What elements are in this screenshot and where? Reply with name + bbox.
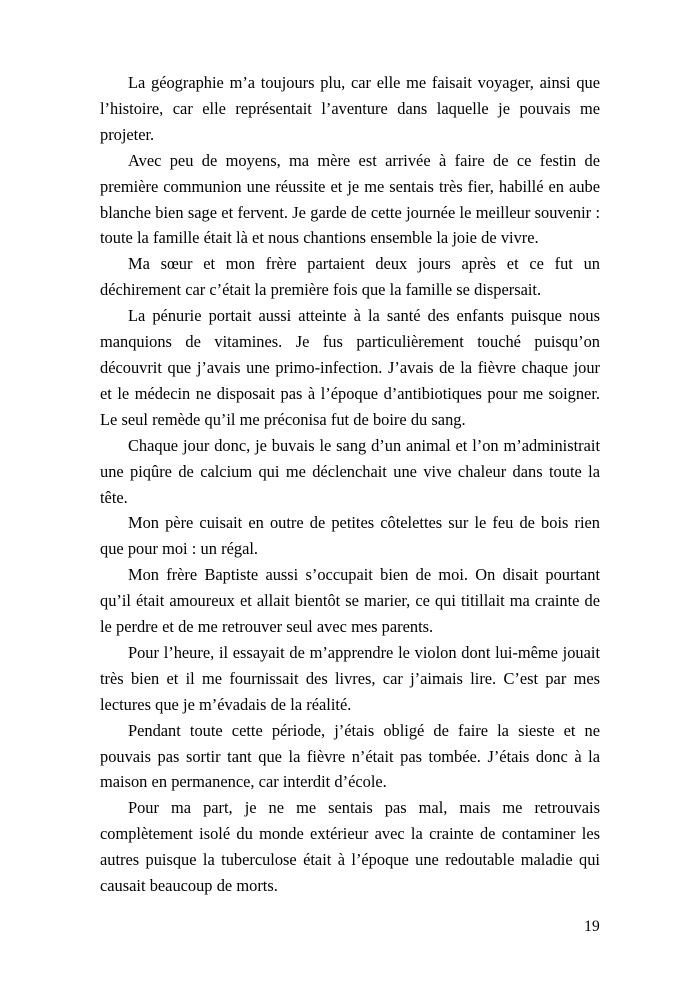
paragraph: Pour ma part, je ne me sentais pas mal, mais me retrouvais complètement isolé du monde extérieur avec la crainte de contaminer les autres puisque la tuberculose était à l’époque une redoutable maladie qui causait beaucoup de morts.	[100, 798, 600, 896]
page-number: 19	[584, 917, 600, 935]
paragraph: Pendant toute cette période, j’étais obligé de faire la sieste et ne pouvais pas sortir tant que la fièvre n’était pas tombée. J’étais donc à la maison en permanence, car interdit d’école.	[100, 720, 600, 792]
paragraph: Chaque jour donc, je buvais le sang d’un animal et l’on m’administrait une piqûre de calcium qui me déclenchait une vive chaleur dans toute la tête.	[100, 435, 600, 507]
paragraph: Mon père cuisait en outre de petites côtelettes sur le feu de bois rien que pour moi : un régal.	[100, 513, 600, 559]
paragraph: Pour l’heure, il essayait de m’apprendre le violon dont lui-même jouait très bien et il me fournissait des livres, car j’aimais lire. C’est par mes lectures que je m’évadais de la réalité.	[100, 642, 600, 714]
paragraph: Ma sœur et mon frère partaient deux jours après et ce fut un déchirement car c’était la première fois que la famille se dispersait.	[100, 254, 600, 300]
paragraph: Avec peu de moyens, ma mère est arrivée à faire de ce festin de première communion une réussite et je me sentais très fier, habillé en aube blanche bien sage et fervent. Je garde de cette journée le meilleur souvenir : toute la famille était là et nous chantions ensemble la joie de vivre.	[100, 150, 600, 248]
paragraph: La pénurie portait aussi atteinte à la santé des enfants puisque nous manquions de vitamines. Je fus particulièrement touché puisqu’on découvrit que j’avais une primo-infection. J’avais de la fièvre chaque jour et le médecin ne disposait pas à l’époque d’antibiotiques pour me soigner. Le seul remède qu’il me préconisa fut de boire du sang.	[100, 306, 600, 429]
paragraph: La géographie m’a toujours plu, car elle me faisait voyager, ainsi que l’histoire, car elle représentait l’aventure dans laquelle je pouvais me projeter.	[100, 73, 600, 144]
paragraph: Mon frère Baptiste aussi s’occupait bien de moi. On disait pourtant qu’il était amoureux et allait bientôt se marier, ce qui titillait ma crainte de le perdre et de me retrouver seul avec mes parents.	[100, 565, 600, 637]
body-text-block	[100, 70, 600, 899]
